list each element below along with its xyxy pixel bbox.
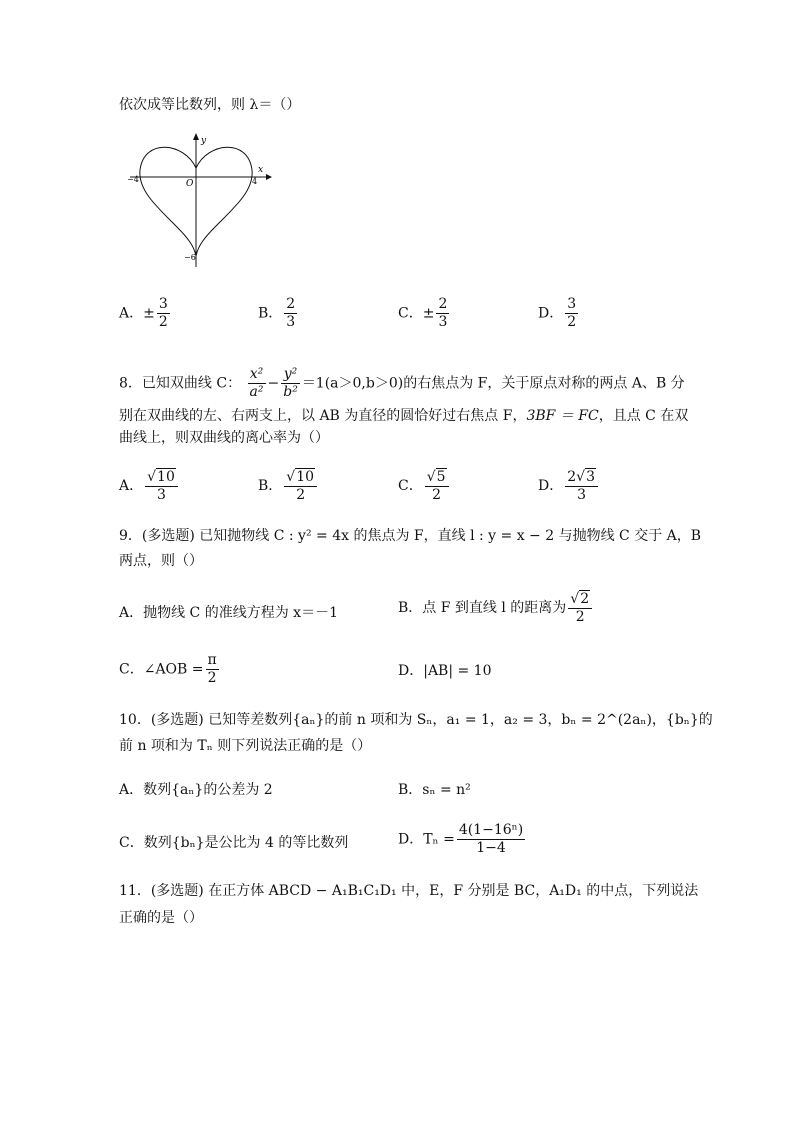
q8-line-2: 别在双曲线的左、右两支上，以 AB 为直径的圆恰好过右焦点 F，3BF ＝ FC，且点 C 在双 (119, 408, 689, 424)
q10-option-b[interactable]: B．sₙ = n² (398, 782, 471, 798)
q10-line-2: 前 n 项和为 Tₙ 则下列说法正确的是（） (119, 738, 372, 754)
q10-option-a[interactable]: A．数列{aₙ}的公差为 2 (119, 782, 273, 798)
q10-option-d[interactable]: D．Tₙ = $\frac{\text{4(1−16ⁿ)}}{1-4}$ (398, 822, 524, 856)
q11-line-1: 11．(多选题) 在正方体 ABCD − A₁B₁C₁D₁ 中，E，F 分别是 BC，A₁D₁ 的中点，下列说法 (119, 883, 699, 899)
q10-line-1: 10．(多选题) 已知等差数列{aₙ}的前 n 项和为 Sₙ，a₁ = 1，a₂ = 3，bₙ = 2^(2aₙ)，{bₙ}的 (119, 712, 713, 728)
q8-line-3: 曲线上，则双曲线的离心率为（） (119, 430, 329, 446)
y-axis-arrow-icon (193, 133, 199, 140)
q8-line-1: 8．已知双曲线 C： $\frac{\text{x²}}{\text{a²}}$ − $\frac{\text{y²}}{\text{b²}}$ ＝1(a＞0,b＞0)的右焦点为 F，关于原点对称的两点 A、B 分 (119, 366, 685, 400)
q7-option-b[interactable]: B． $\frac{2}{3}$ (258, 296, 296, 330)
q8-option-c[interactable]: C． $\frac{√5}{2}$ (398, 468, 451, 504)
q9-option-c[interactable]: C．∠AOB = $\frac{\pi}{2}$ (119, 652, 217, 686)
label-neg4: −4 (127, 175, 139, 184)
q9-line-2: 两点，则（） (119, 553, 203, 569)
x-axis-arrow-icon (266, 174, 272, 180)
q8-option-a[interactable]: A． $\frac{√10}{3}$ (119, 468, 180, 504)
q7-option-a[interactable]: A．± $\frac{3}{2}$ (119, 296, 168, 330)
q9-option-a[interactable]: A．抛物线 C 的准线方程为 x＝－1 (119, 605, 338, 621)
q7-option-d[interactable]: D． $\frac{3}{2}$ (538, 296, 577, 330)
label-4: 4 (252, 177, 258, 186)
label-y: y (201, 136, 207, 146)
q8-y-term: $\frac{\text{y²}}{\text{b²}}$ (283, 366, 298, 400)
label-x: x (258, 165, 264, 175)
heart-curve-figure (126, 132, 276, 272)
intro-text: 依次成等比数列，则 λ＝（） (119, 97, 301, 113)
q8-vector-eq: 3BF ＝ FC (526, 408, 599, 424)
q9-option-b[interactable]: B．点 F 到直线 l 的距离为 $\frac{√2}{2}$ (398, 590, 594, 626)
q8-x-term: $\frac{\text{x²}}{\text{a²}}$ (249, 366, 264, 400)
q10-option-c[interactable]: C．数列{bₙ}是公比为 4 的等比数列 (119, 835, 349, 851)
q7-option-c[interactable]: C．± $\frac{2}{3}$ (398, 296, 448, 330)
heart-curve-svg (126, 132, 276, 272)
q8-option-b[interactable]: B． $\frac{√10}{2}$ (258, 468, 319, 504)
q9-option-d[interactable]: D．|AB| = 10 (398, 663, 492, 679)
q8-option-d[interactable]: D． $\frac{2√3}{3}$ (538, 468, 600, 504)
q11-line-2: 正确的是（） (119, 910, 203, 926)
q9-line-1: 9．(多选题) 已知抛物线 C : y² = 4x 的焦点为 F，直线 l : y = x − 2 与抛物线 C 交于 A，B (119, 528, 702, 544)
label-neg6: −6 (184, 253, 196, 262)
label-origin: O (186, 179, 194, 189)
